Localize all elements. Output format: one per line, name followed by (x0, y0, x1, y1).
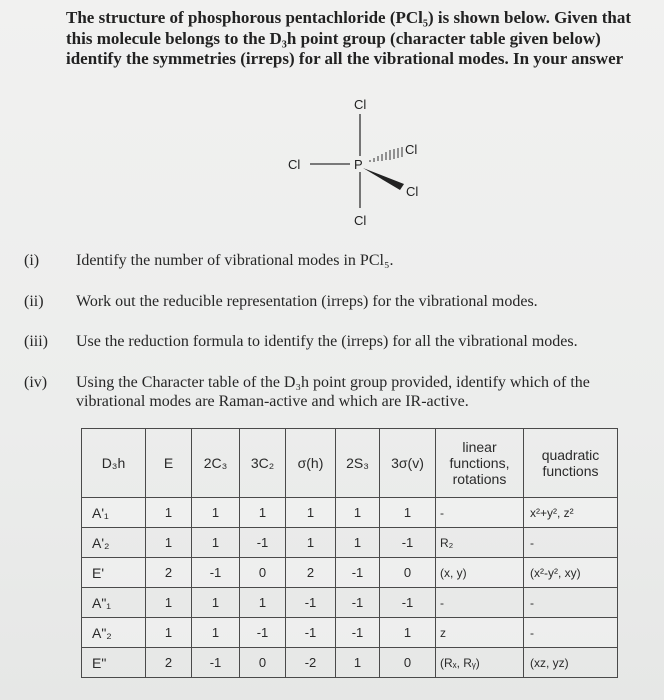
character-value: 1 (192, 528, 240, 558)
question-intro: The structure of phosphorous pentachloride (PCl₅) is shown below. Given that this molecule belongs to the D₃h point group (character table given below) identify the symmetries (irreps) for all the vibrational modes. In your answer (66, 8, 632, 68)
character-value: 1 (336, 648, 380, 678)
quadratic-function: - (524, 618, 618, 648)
irrep-label: E' (82, 558, 146, 588)
character-value: -1 (240, 618, 286, 648)
quadratic-function: x²+y², z² (524, 498, 618, 528)
character-value: 1 (240, 588, 286, 618)
irrep-label: A'₂ (82, 528, 146, 558)
question-text: Using the Character table of the D₃h point group provided, identify which of the vibrational modes are Raman-active and which are IR-active. (76, 374, 590, 410)
irrep-label: E" (82, 648, 146, 678)
character-value: 1 (192, 618, 240, 648)
character-value: 1 (380, 498, 436, 528)
character-value: 1 (146, 528, 192, 558)
character-value: 1 (146, 498, 192, 528)
character-value: 0 (240, 558, 286, 588)
question-text: Identify the number of vibrational modes in PCl₅. (76, 252, 394, 269)
header-point-group: D₃h (82, 429, 146, 498)
atom-cl-bottom: Cl (354, 213, 367, 228)
character-value: 0 (380, 558, 436, 588)
header-op-sigma-h: σ(h) (286, 429, 336, 498)
header-quadratic-functions: quadratic functions (524, 429, 618, 498)
header-op-2s3: 2S₃ (336, 429, 380, 498)
quadratic-function: (x²-y², xy) (524, 558, 618, 588)
quadratic-function: (xz, yz) (524, 648, 618, 678)
character-value: 0 (240, 648, 286, 678)
question-number: (i) (24, 252, 40, 269)
table-row (82, 648, 618, 678)
atom-cl-right-upper: Cl (405, 142, 418, 157)
character-value: 0 (380, 648, 436, 678)
table-row (82, 618, 618, 648)
character-value: -2 (286, 648, 336, 678)
header-op-3c2: 3C₂ (240, 429, 286, 498)
header-op-3sigma-v: 3σ(v) (380, 429, 436, 498)
character-value: 1 (286, 528, 336, 558)
character-value: -1 (336, 558, 380, 588)
question-number: (iv) (24, 374, 48, 391)
linear-function: (x, y) (436, 558, 524, 588)
character-value: 1 (380, 618, 436, 648)
table-row (82, 558, 618, 588)
atom-p-center: P (354, 157, 363, 172)
linear-function: R₂ (436, 528, 524, 558)
character-value: 2 (146, 648, 192, 678)
table-row (82, 498, 618, 528)
character-value: 2 (146, 558, 192, 588)
character-value: -1 (336, 588, 380, 618)
atom-cl-left: Cl (288, 157, 301, 172)
character-value: 1 (192, 588, 240, 618)
character-value: 2 (286, 558, 336, 588)
character-value: -1 (336, 618, 380, 648)
table-row (82, 528, 618, 558)
question-text: Use the reduction formula to identify the (irreps) for all the vibrational modes. (76, 333, 578, 350)
question-text: Work out the reducible representation (irreps) for the vibrational modes. (76, 293, 538, 310)
character-value: 1 (146, 588, 192, 618)
table-row (82, 588, 618, 618)
character-value: -1 (240, 528, 286, 558)
d3h-character-table (81, 428, 618, 678)
bond-solid-wedge (363, 168, 404, 190)
character-value: 1 (336, 498, 380, 528)
irrep-label: A"₁ (82, 588, 146, 618)
quadratic-function: - (524, 528, 618, 558)
linear-function: - (436, 498, 524, 528)
atom-cl-top: Cl (354, 97, 367, 112)
character-value: 1 (192, 498, 240, 528)
linear-function: z (436, 618, 524, 648)
header-linear-functions: linear functions, rotations (436, 429, 524, 498)
header-op-e: E (146, 429, 192, 498)
character-value: 1 (336, 528, 380, 558)
irrep-label: A"₂ (82, 618, 146, 648)
irrep-label: A'₁ (82, 498, 146, 528)
table-header-row (82, 429, 618, 498)
linear-function: (Rₓ, Rᵧ) (436, 648, 524, 678)
character-value: -1 (192, 648, 240, 678)
header-op-2c3: 2C₃ (192, 429, 240, 498)
character-value: -1 (286, 588, 336, 618)
character-value: 1 (286, 498, 336, 528)
atom-cl-right-lower: Cl (406, 184, 419, 199)
character-value: -1 (192, 558, 240, 588)
quadratic-function: - (524, 588, 618, 618)
character-value: 1 (146, 618, 192, 648)
question-number: (ii) (24, 293, 44, 310)
character-value: -1 (286, 618, 336, 648)
character-value: -1 (380, 528, 436, 558)
linear-function: - (436, 588, 524, 618)
character-value: -1 (380, 588, 436, 618)
pcl5-structure-diagram (270, 92, 440, 237)
character-value: 1 (240, 498, 286, 528)
bond-hashed-wedge (370, 147, 402, 162)
question-number: (iii) (24, 333, 48, 350)
